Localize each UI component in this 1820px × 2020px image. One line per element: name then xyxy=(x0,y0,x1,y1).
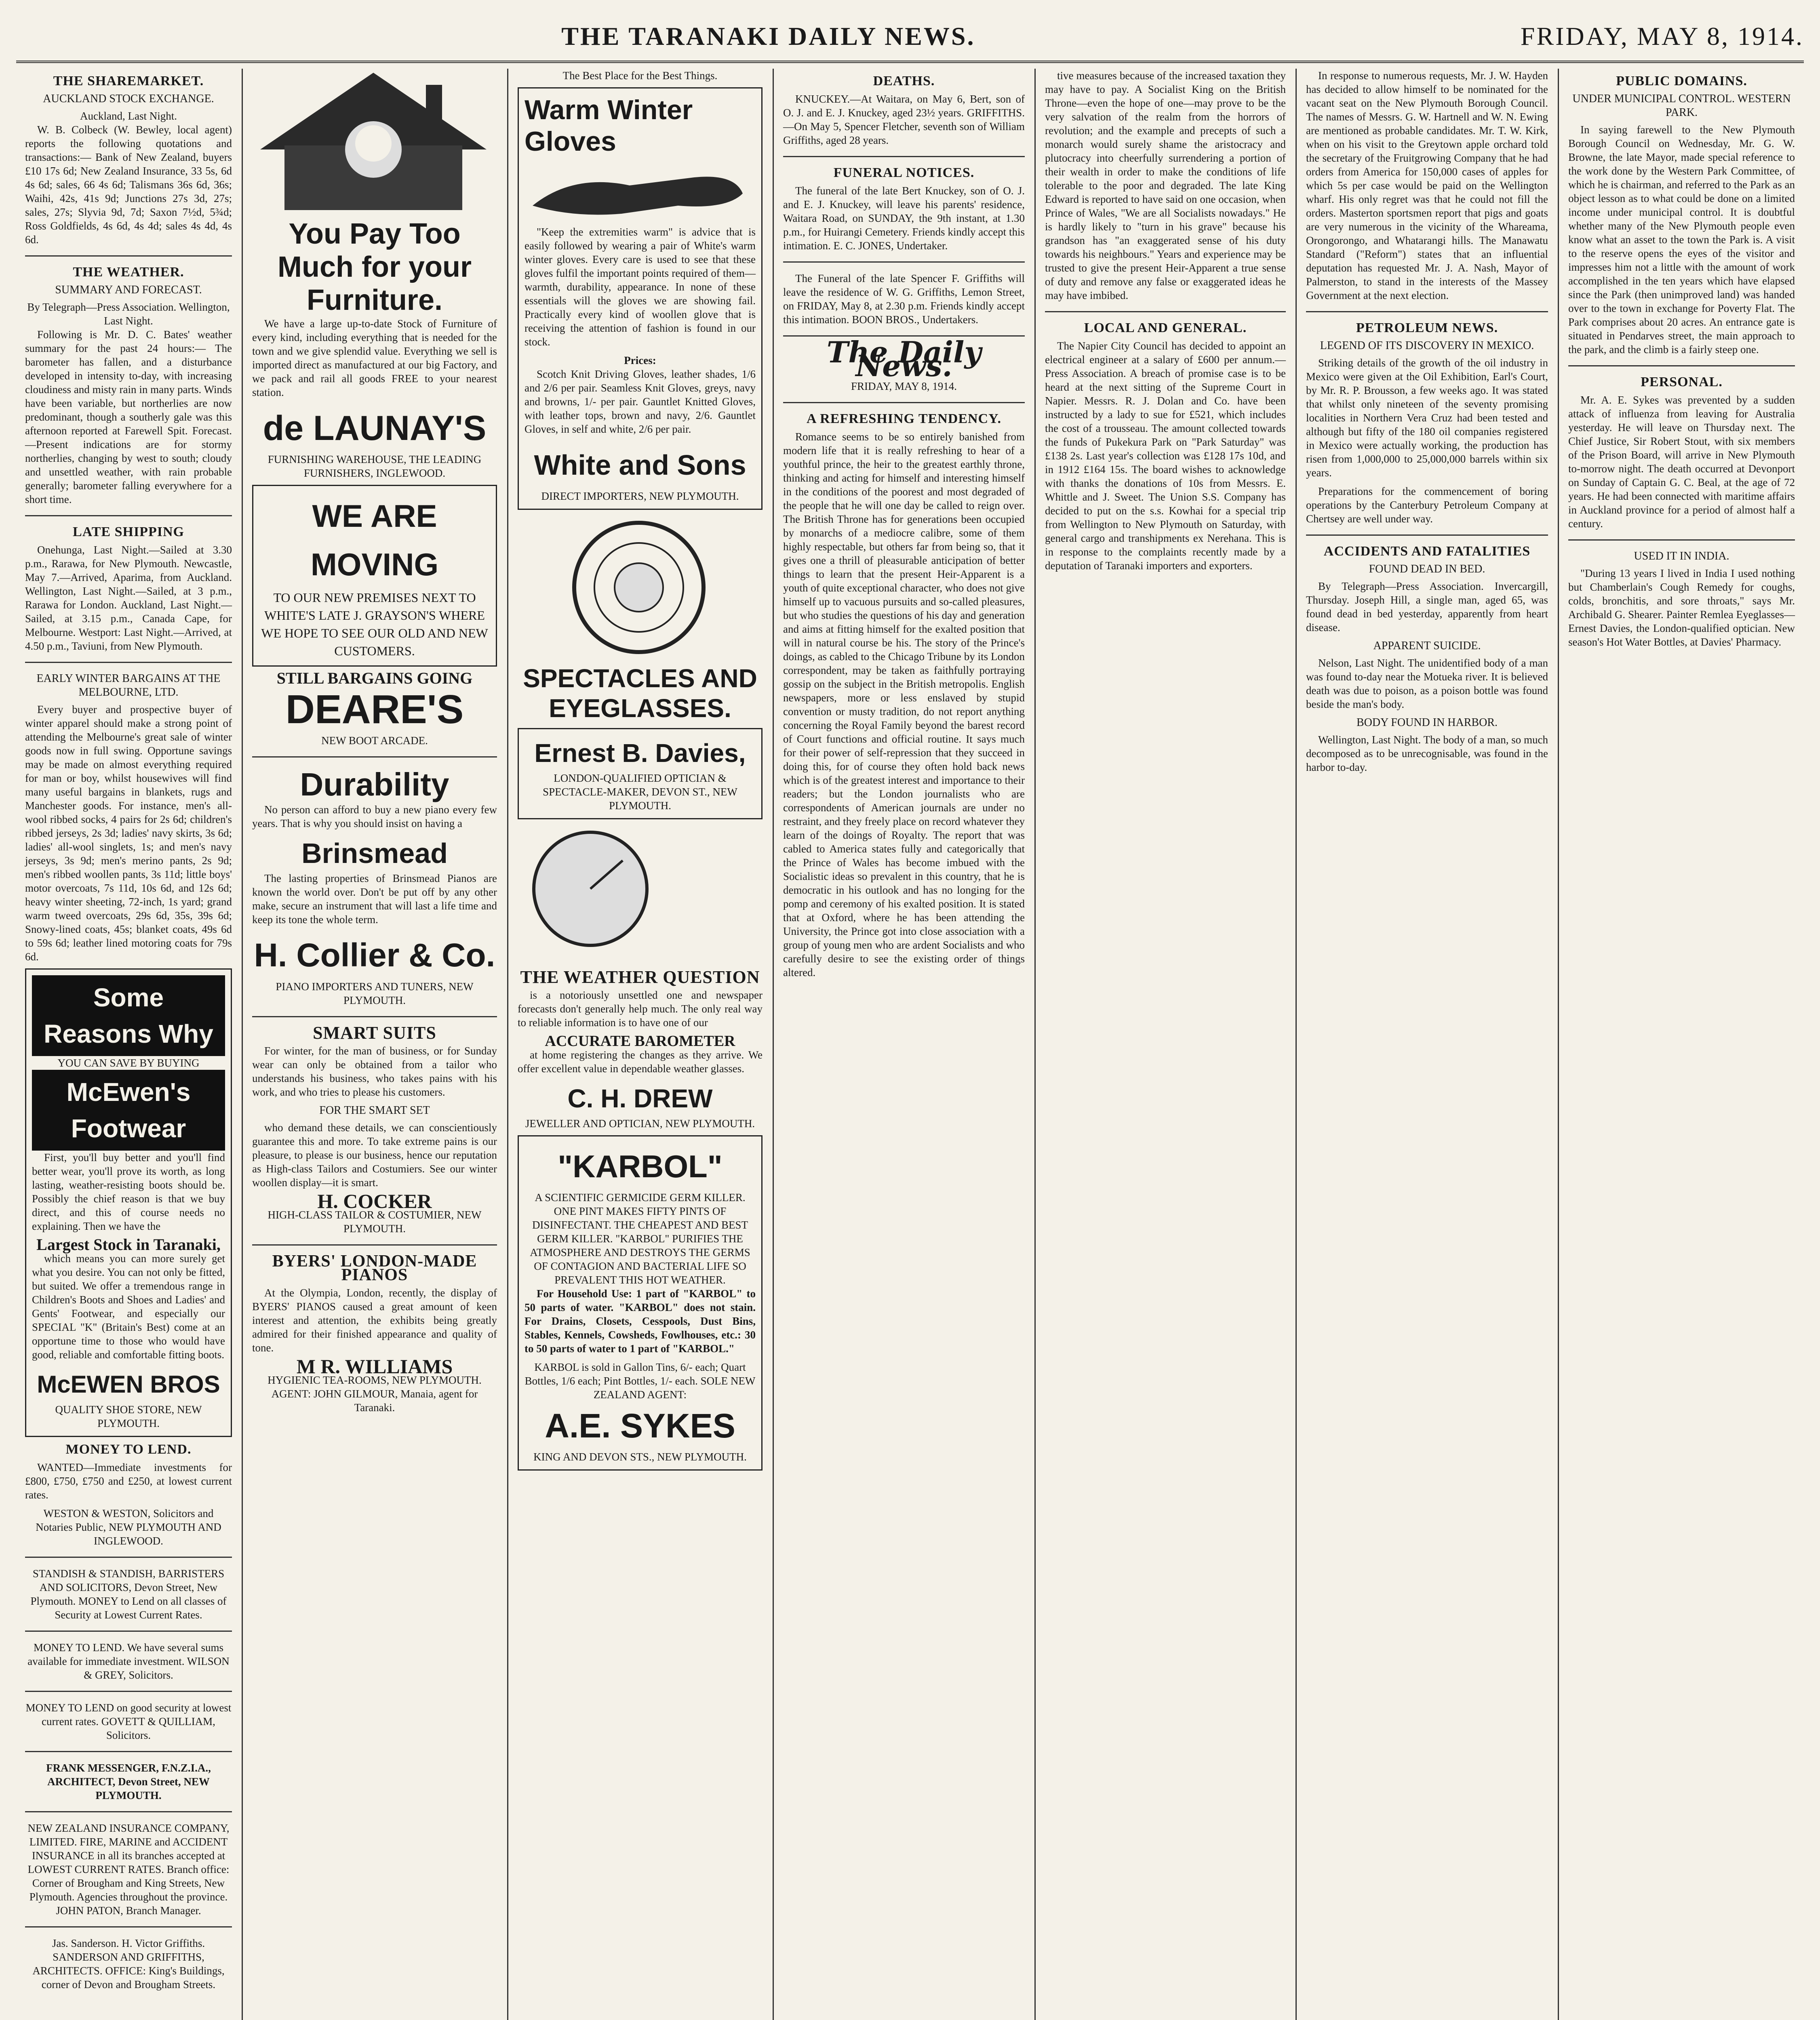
brinsmead-heading: Brinsmead xyxy=(301,837,448,869)
durability-text: No person can afford to buy a new piano every few years. That is why you should insist on having a xyxy=(252,804,497,829)
messenger-advert: FRANK MESSENGER, F.N.Z.I.A., ARCHITECT, Devon Street, NEW PLYMOUTH. xyxy=(46,1762,211,1801)
petroleum-subheading: LEGEND OF ITS DISCOVERY IN MEXICO. xyxy=(1320,339,1534,352)
white-sons-sub: DIRECT IMPORTERS, NEW PLYMOUTH. xyxy=(541,490,739,502)
divider xyxy=(25,1751,232,1752)
editorial-text: Romance seems to be so entirely banished from modern life that it is really refreshing to hear of a youthful prince, the heir to the greatest earthly throne, thinking and acting for himself and interesting himself in the conditions of the poorest and most degraded of the people that he will one day be called to reign over. The British Throne has for generations been occupied by monarchs of a mediocre calibre, some of them highly respectable, but others far from being so, that it gives one a thrill of pleasurable anticipation of better things to learn that the present Heir-Apparent is a youth of quite exceptional character, who does not give himself up to vacuous pursuits and so-called pleasures, but who studies the questions of his day and generation and aims at fitting himself for the exalted position that will in natural course be his. The story of the Prince's doings, as cabled to the Chicago Tribune by its London correspondent, may be taken as faithfully portraying gossip on the subject in the British metropolis. English newspapers, more or less enslaved by stupid convention or musty tradition, do not report anything concerning the Royal Family beyond the barest record of Court functions and official routine. It says much for their power of self-repression that they succeed in doing this, for of course they often hold back news which is of the greatest interest and importance to their readers; but the London journalists who are correspondents of American journals are under no restraint, and they freely place on record whatever they learn of the doings of Royalty. The report that was cabled to America states fully and categorically that the Prince of Wales has become imbued with the Socialistic ideas so prevalent in this country, that he is democratic in his outlook and has no longing for the pomp and ceremony of his exalted position. It is stated that at Oxford, where he has been attending the University, the Prince got into close association with a group of young men who are ardent Socialists and who carefully desire to see the existing order of things altered. xyxy=(783,431,1025,978)
weather-question-text: is a notoriously unsettled one and newspaper forecasts don't generally help much. The only real way to reliable information is to have one of our xyxy=(518,989,763,1029)
column-1 xyxy=(16,69,241,2020)
sharemarket-heading: THE SHAREMARKET. xyxy=(53,74,204,88)
white-sons-heading: White and Sons xyxy=(534,449,746,481)
local-general-continued: In response to numerous requests, Mr. J. W. Hayden has decided to allow himself to be nominated for the vacant seat on the New Plymouth Borough Council. The names of Messrs. G. W. Hartnell and W. N. Ewing are mentioned as probable candidates. Mr. T. W. Kirk, when on his visit to the Greytown apple orchard told the secretary of the Fruitgrowing Company that he had orders from America for 150,000 cases of apples for which 5s per case would be paid on the Wellington wharf. His only regret was that he could not fill the orders. Masterton sportsmen report that pigs and goats are very numerous in the vicinity of the Whareama, Orongorongo, and Whatarangi hills. The Manawatu Standard ("Reform") states that an influential deputation has requested Mr. J. A. Nash, Mayor of Palmerston, to stand in the interests of the Massey Government at the next election. xyxy=(1306,69,1548,301)
india-text: "During 13 years I lived in India I used nothing but Chamberlain's Cough Remedy for coughs, colds, bronchitis, and sore throats," says Mr. Archibald G. Shearer. Painter Remlea Eyeglasses—Ernest Davies, the London-qualified optician. New season's Hot Water Bottles, at Davies' Pharmacy. xyxy=(1568,567,1795,648)
durability-heading: Durability xyxy=(300,766,449,802)
karbol-advert xyxy=(518,1135,763,1471)
furniture-text: We have a large up-to-date Stock of Furniture of every kind, including everything that is needed for the town and we give splendid value. Everything we sell is imported direct as manufactured at our big Factory, and we pack and rail all goods FREE to your nearest station. xyxy=(252,318,497,398)
warm-gloves-heading: Warm Winter Gloves xyxy=(525,95,693,157)
byers-heading: BYERS' LONDON-MADE PIANOS xyxy=(272,1252,477,1284)
divider xyxy=(783,402,1025,403)
divider xyxy=(25,255,232,257)
barometer-illustration xyxy=(518,824,760,962)
barometer-text: at home registering the changes as they arrive. We offer excellent value in dependable weather glasses. xyxy=(518,1049,763,1075)
suicide-text: Nelson, Last Night. The unidentified body of a man was found to-day near the Motueka river. It is believed death was due to poison, as a poison bottle was found beside the man's body. xyxy=(1306,657,1548,710)
funeral-text-2: The Funeral of the late Spencer F. Griffiths will leave the residence of W. G. Griffiths, Lemon Street, on FRIDAY, May 8, at 2.30 p.m. Friends kindly accept this intimation. BOON BROS., Undertakers. xyxy=(783,272,1025,326)
cocker-sub: HIGH-CLASS TAILOR & COSTUMIER, NEW PLYMOUTH. xyxy=(268,1209,482,1235)
harbour-text: Wellington, Last Night. The body of a man, so much decomposed as to be unrecognisable, was found in the harbor to-day. xyxy=(1306,734,1548,773)
mcewen-footer: QUALITY SHOE STORE, NEW PLYMOUTH. xyxy=(55,1403,202,1429)
divider xyxy=(252,756,497,758)
gilmour-agent: AGENT: JOHN GILMOUR, Manaia, agent for Taranaki. xyxy=(271,1388,478,1414)
editorial-date: FRIDAY, MAY 8, 1914. xyxy=(851,380,957,392)
divider xyxy=(1568,365,1795,366)
newspaper-nameplate: The Daily News. xyxy=(826,335,982,383)
collier-heading: H. Collier & Co. xyxy=(254,937,495,974)
public-domains-subheading: UNDER MUNICIPAL CONTROL. WESTERN PARK. xyxy=(1572,93,1791,119)
divider xyxy=(252,1244,497,1246)
masthead xyxy=(16,12,1804,63)
weston-advert: WESTON & WESTON, Solicitors and Notaries Public, NEW PLYMOUTH AND INGLEWOOD. xyxy=(36,1507,221,1547)
money-heading: MONEY TO LEND. xyxy=(65,1442,192,1457)
column-rule xyxy=(1558,69,1559,2020)
deares-heading: DEARE'S xyxy=(285,687,464,732)
williams-sub: HYGIENIC TEA-ROOMS, NEW PLYMOUTH. xyxy=(268,1374,482,1386)
smart-suits-heading: SMART SUITS xyxy=(313,1023,436,1043)
divider xyxy=(1306,311,1548,312)
moving-heading: WE ARE MOVING xyxy=(310,498,439,582)
masthead-title: THE TARANAKI DAILY NEWS. xyxy=(561,22,975,50)
house-illustration xyxy=(252,69,495,214)
barometer-heading: ACCURATE BAROMETER xyxy=(545,1033,735,1050)
gloves-advert xyxy=(518,87,763,510)
karbol-sold: KARBOL is sold in Gallon Tins, 6/- each; Quart Bottles, 1/6 each; Pint Bottles, 1/- each. SOLE NEW ZEALAND AGENT: xyxy=(525,1361,756,1401)
sharemarket-text: W. B. Colbeck (W. Bewley, local agent) reports the following quotations and transactions:— Bank of New Zealand, buyers £10 17s 6d; New Zealand Insurance, 33 5s, 6d 4s 6d; sales, 66 4s 6d; Talismans 36s 6d, 36s; Waihi, 42s, 41s 9d; Junctions 27s 3d, 27s; sales, 27s; Slyvia 9d, 7d; Saxon 7½d, 5¾d; Ross Goldfields, 4s 6d, 4s 4d; sales 4s 4d, 4s 6d. xyxy=(25,124,232,246)
shipping-heading: LATE SHIPPING xyxy=(73,524,184,539)
column-rule xyxy=(507,69,508,2020)
delaunay-heading: de LAUNAY'S xyxy=(263,409,487,448)
collier-sub: PIANO IMPORTERS AND TUNERS, NEW PLYMOUTH. xyxy=(276,981,474,1006)
divider xyxy=(25,1631,232,1632)
gloves-text: "Keep the extremities warm" is advice that is easily followed by wearing a pair of White's warm winter gloves. Every care is used to see that these gloves fulfil the important points required of them—warmth, durability, appearance. In none of these essentials will the gloves we are showing fail. Practically every kind of woollen glove that is receiving the attention of fashion is found in our stock. xyxy=(525,226,756,348)
funeral-heading: FUNERAL NOTICES. xyxy=(833,165,975,180)
still-bargains: STILL BARGAINS GOING xyxy=(276,669,473,687)
divider xyxy=(25,1691,232,1692)
wilson-grey-advert: MONEY TO LEND. We have several sums available for immediate investment. WILSON & GREY, Solicitors. xyxy=(27,1641,230,1681)
moving-text: TO OUR NEW PREMISES NEXT TO WHITE'S LATE J. GRAYSON'S WHERE WE HOPE TO SEE OUR OLD AND NEW CUSTOMERS. xyxy=(261,590,488,658)
suicide-heading: APPARENT SUICIDE. xyxy=(1373,640,1481,652)
reasons-sub: YOU CAN SAVE BY BUYING xyxy=(57,1057,200,1069)
mcewen-advert xyxy=(25,968,232,1437)
drew-heading: C. H. DREW xyxy=(567,1084,713,1113)
mcewen-text: First, you'll buy better and you'll find better wear, you'll prove its worth, as long lasting, weather-resisting boots should be. Possibly the chief reason is that we buy direct, and this of course needs no explaining. Then we have the xyxy=(32,1151,225,1232)
sharemarket-dateline: Auckland, Last Night. xyxy=(80,110,177,122)
shipping-text: Onehunga, Last Night.—Sailed at 3.30 p.m., Rarawa, for New Plymouth. Newcastle, May 7.—Arrived, Aparima, from Auckland. Wellington, Last Night.—Sailed, at 3 p.m., Rarawa for London. Auckland, Last Night.—Sailed, at 3.15 p.m., Canada Cape, for Melbourne. Westport: Last Night.—Arrived, at 4.50 p.m., Taviuni, from New Plymouth. xyxy=(25,544,232,652)
india-heading: USED IT IN INDIA. xyxy=(1634,550,1729,562)
bargains-heading: EARLY WINTER BARGAINS AT THE MELBOURNE, LTD. xyxy=(36,672,221,699)
weather-question-heading: THE WEATHER QUESTION xyxy=(520,967,760,987)
mcewen-bros: McEWEN BROS xyxy=(37,1371,220,1398)
karbol-heading: "KARBOL" xyxy=(558,1149,723,1184)
personal-heading: PERSONAL. xyxy=(1641,375,1723,389)
sykes-heading: A.E. SYKES xyxy=(545,1407,735,1445)
mcewen-heading: McEwen's Footwear xyxy=(32,1070,225,1151)
column-5 xyxy=(1036,69,1295,2020)
divider xyxy=(252,1016,497,1017)
weather-heading: THE WEATHER. xyxy=(73,265,184,280)
mcewen-text-2: which means you can more surely get what you desire. You can not only be fitted, but suited. We offer a tremendous range in Children's Boots and Shoes and Ladies' and Gents' Footwear, and especially our SPECIAL "K" (Britain's Best) come at an opportune time to those who would have good, reliable and comfortable fitting boots. xyxy=(32,1252,225,1361)
column-6 xyxy=(1297,69,1557,2020)
davies-sub: LONDON-QUALIFIED OPTICIAN & SPECTACLE-MAKER, DEVON ST., NEW PLYMOUTH. xyxy=(543,772,737,812)
divider xyxy=(25,1811,232,1812)
divider xyxy=(783,261,1025,263)
best-place: The Best Place for the Best Things. xyxy=(562,69,718,82)
smart-suits-text: For winter, for the man of business, or for Sunday wear can only be obtained from a tailor who understands his business, who takes pains with his work, and who tries to please his customers. xyxy=(252,1045,497,1098)
local-general-heading: LOCAL AND GENERAL. xyxy=(1084,320,1247,335)
funeral-text: The funeral of the late Bert Knuckey, son of O. J. and E. J. Knuckey, will leave his parents' residence, Waitara Road, on SUNDAY, the 9th instant, at 1.30 p.m., for Huirangi Cemetery. Friends kindly accept this intimation. E. C. JONES, Undertaker. xyxy=(783,185,1025,252)
column-2 xyxy=(243,69,506,2020)
karbol-text: A SCIENTIFIC GERMICIDE GERM KILLER. ONE PINT MAKES FIFTY PINTS OF DISINFECTANT. THE CHEAPEST AND BEST GERM KILLER. "KARBOL" PURIFIES THE ATMOSPHERE AND DESTROYS THE GERMS OF CONTAGION AND BACTERIAL LIFE SO PREVALENT THIS HOT WEATHER. xyxy=(530,1191,750,1286)
bargains-text: Every buyer and prospective buyer of winter apparel should make a strong point of attending the Melbourne's great sale of winter goods now in full swing. Opportune savings may be made on almost everything required for man or boy, whilst housewives will find many useful bargains in blankets, rugs and Manchester goods. For instance, men's all-wool ribbed socks, 4 pairs for 2s 6d; children's ribbed jerseys, 2s 3d; ladies' navy skirts, 3s 6d; ladies' all-wool singlets, 1s; and men's navy jerseys, 3s 9d; men's merino pants, 2s 9d; men's ribbed woollen pants, 3s 11d; little boys' motor overcoats, 7s 11d, 10s 6d, and 12s 6d; heavy winter sheeting, 72-inch, 1s yard; grand warm tweed overcoats, 29s 6d, 35s, 39s 6d; Snowy-lined coats, 45s; blanket coats, 49s 6d to 59s 6d; leather lined motoring coats for 79s 6d. xyxy=(25,703,232,963)
divider xyxy=(25,1557,232,1558)
weather-text: Following is Mr. D. C. Bates' weather summary for the past 24 hours:— The barometer has fallen, and a disturbance developed in intensity to-day, with increasing cloudiness and misty rain in many parts. Winds have been variable, but northerlies are now predominant, though a southerly gale was this afternoon reported at Farewell Spit. Forecast.—Present indications are for stormy northerlies, changing by west to south; cloudy and unsettled weather, with rain probable generally; barometer falling everywhere for a short time. xyxy=(25,328,232,505)
byers-text: At the Olympia, London, recently, the display of BYERS' PIANOS caused a great amount of keen interest and attention, the exhibits being greatly admired for their finished appearance and quality of tone. xyxy=(252,1287,497,1354)
govett-advert: MONEY TO LEND on good security at lowest current rates. GOVETT & QUILLIAM, Solicitors. xyxy=(25,1702,232,1741)
editorial-heading: A REFRESHING TENDENCY. xyxy=(806,411,1002,426)
glove-illustration xyxy=(525,157,751,222)
harbour-heading: BODY FOUND IN HARBOR. xyxy=(1357,716,1498,729)
column-rule xyxy=(1295,69,1297,2020)
column-7 xyxy=(1559,69,1804,2020)
found-dead-heading: FOUND DEAD IN BED. xyxy=(1369,563,1485,575)
smart-set-text: who demand these details, we can conscientiously guarantee this and more. To take extreme pains is our pleasure, to please is our business, hence our reputation as High-class Tailors and Costumiers. See our winter woollen display—it is smart. xyxy=(252,1122,497,1189)
deaths-heading: DEATHS. xyxy=(873,74,935,88)
weather-byline: By Telegraph—Press Association. Wellington, Last Night. xyxy=(27,301,230,327)
public-domains-text: In saying farewell to the New Plymouth Borough Council on Wednesday, Mr. G. W. Browne, the late Mayor, made special reference to the work done by the Western Park Committee, of which he is chairman, and referred to the Park as an object lesson as to what could be done on a limited income under municipal control. It is doubtful whether many of the New Plymouth people even know what an asset to the town the Park is. A visit to the reserve opens the eyes of the visitor and impresses him not a little with the amount of work accomplished in the ten years which have elapsed since the Park (then unimproved land) was handed over to the town in exchange for Poverty Flat. The Park comprises about 20 acres. An entrance gate is situated in Pendarves street, the main approach to the park, and the climb is a fairly steep one. xyxy=(1568,124,1795,356)
drew-sub: JEWELLER AND OPTICIAN, NEW PLYMOUTH. xyxy=(525,1117,755,1130)
optician-seal-icon xyxy=(518,515,760,660)
architects-advert: Jas. Sanderson. H. Victor Griffiths. SANDERSON AND GRIFFITHS, ARCHITECTS. OFFICE: King's Buildings, corner of Devon and Brougham Streets. xyxy=(32,1937,225,1991)
davies-advert xyxy=(518,728,763,819)
furniture-heading: You Pay Too Much for your Furniture. xyxy=(278,218,472,316)
deaths-text: KNUCKEY.—At Waitara, on May 6, Bert, son of O. J. and E. J. Knuckey, aged 23½ years. GRIFFITHS.—On May 5, Spencer Fletcher, seventh son of William Griffiths, aged 28 years. xyxy=(783,93,1025,146)
prices-text: Scotch Knit Driving Gloves, leather shades, 1/6 and 2/6 per pair. Seamless Knit Gloves, greys, navy and browns, 1/- per pair. Gauntlet Knitted Gloves, with leather tops, brown and navy, 2/6. Gauntlet Gloves, in self and white, 2/6 per pair. xyxy=(525,368,756,435)
prices-heading: Prices: xyxy=(624,354,656,366)
karbol-household: For Household Use: 1 part of "KARBOL" to 50 parts of water. "KARBOL" does not stain. For Drains, Closets, Cesspools, Dust Bins, Stables, Kennels, Cowsheds, Fowlhouses, etc.: 30 to 50 parts of water to 1 part of "KARBOL." xyxy=(525,1288,756,1355)
deares-sub: NEW BOOT ARCADE. xyxy=(321,734,428,747)
accidents-heading: ACCIDENTS AND FATALITIES xyxy=(1323,544,1531,559)
reasons-heading: Some Reasons Why xyxy=(32,975,225,1056)
cocker-heading: H. COCKER xyxy=(317,1190,432,1212)
spectacles-heading: SPECTACLES AND EYEGLASSES. xyxy=(523,664,757,723)
divider xyxy=(1306,534,1548,536)
editorial-continued: tive measures because of the increased taxation they may have to pay. A Socialist King on the British Throne—even the hope of one—may prove to be the very salvation of the realm from the horrors of revolution; and the example and precepts of such a monarch would surely shame the aristocracy and plutocracy into cheerfully surrendering a portion of their wealth in order to make the conditions of life tolerable to the poor and degraded. The late King Edward is reported to have said on one occasion, when Prince of Wales, "We are all Socialists nowadays." He is hardly likely to "turn in his grave" because his grandson has "an exaggerated sense of his duty towards his neighbours." Years and experience may be trusted to give the present Heir-Apparent a true sense of duty and remove any false or exaggerated ideas he may have imbibed. xyxy=(1045,69,1286,301)
divider xyxy=(25,515,232,516)
divider xyxy=(25,662,232,663)
sykes-sub: KING AND DEVON STS., NEW PLYMOUTH. xyxy=(533,1451,747,1463)
divider xyxy=(1045,311,1286,312)
personal-text: Mr. A. E. Sykes was prevented by a sudden attack of influenza from leaving for Australia yesterday. He will leave on Thursday next. The Chief Justice, Sir Robert Stout, with six members of the Prison Board, will arrive in New Plymouth to-morrow night. The death occurred at Devonport on Sunday of Captain G. C. Beal, at the age of 72 years. He had been connected with maritime affairs in Auckland province for a period of almost half a century. xyxy=(1568,394,1795,530)
divider xyxy=(25,1926,232,1927)
found-dead-text: By Telegraph—Press Association. Invercargill, Thursday. Joseph Hill, a single man, aged 65, was found dead in bed yesterday, apparently from heart disease. xyxy=(1306,580,1548,633)
brinsmead-text: The lasting properties of Brinsmead Pianos are known the world over. Don't be put off by any other make, secure an instrument that will last a life time and keep its tone the whole term. xyxy=(252,872,497,926)
delaunay-sub: FURNISHING WAREHOUSE, THE LEADING FURNISHERS, INGLEWOOD. xyxy=(268,453,482,479)
column-rule xyxy=(242,69,243,2020)
divider xyxy=(783,156,1025,157)
money-text: WANTED—Immediate investments for £800, £750, £750 and £250, at lowest current rates. xyxy=(25,1461,232,1501)
petroleum-text: Striking details of the growth of the oil industry in Mexico were given at the Oil Exhibition, Earl's Court, by Mr. R. P. Brousson, a few weeks ago. It was stated that whilst only nineteen of the seventy promising localities in Northern Vera Cruz had been tested and although but fifty of the 180 oil companies registered in Mexico were actually working, the production has risen from 1,000,000 to 25,000,000 barrels within six years. xyxy=(1306,357,1548,479)
mcewen-largest: Largest Stock in Taranaki, xyxy=(36,1235,221,1254)
davies-heading: Ernest B. Davies, xyxy=(534,739,746,768)
sharemarket-subheading: AUCKLAND STOCK EXCHANGE. xyxy=(43,93,214,105)
williams-heading: M R. WILLIAMS xyxy=(296,1355,453,1378)
petroleum-heading: PETROLEUM NEWS. xyxy=(1356,320,1498,335)
column-rule xyxy=(1034,69,1036,2020)
standish-advert: STANDISH & STANDISH, BARRISTERS AND SOLICITORS, Devon Street, New Plymouth. MONEY to Lend on all classes of Security at Lowest Current Rates. xyxy=(30,1568,227,1621)
masthead-date: FRIDAY, MAY 8, 1914. xyxy=(1520,22,1804,50)
divider xyxy=(1568,539,1795,541)
nzi-advert: NEW ZEALAND INSURANCE COMPANY, LIMITED. FIRE, MARINE and ACCIDENT INSURANCE in all its branches accepted at LOWEST CURRENT RATES. Branch office: Corner of Brougham and King Streets, New Plymouth. Agencies throughout the province. JOHN PATON, Branch Manager. xyxy=(27,1822,230,1917)
weather-subheading: SUMMARY AND FORECAST. xyxy=(55,284,202,296)
public-domains-heading: PUBLIC DOMAINS. xyxy=(1616,74,1747,88)
petroleum-prep-text: Preparations for the commencement of boring operations by the Canterbury Petroleum Company at Chertsey are well under way. xyxy=(1306,485,1548,525)
moving-advert xyxy=(252,485,497,667)
column-rule xyxy=(773,69,774,2020)
smart-set-heading: FOR THE SMART SET xyxy=(319,1104,430,1117)
column-3 xyxy=(509,69,771,2020)
local-general-text: The Napier City Council has decided to appoint an electrical engineer at a salary of £600 per annum.—Press Association. A breach of promise case is to be heard at the next sitting of the Supreme Court in Napier. Messrs. R. J. Dolan and Co. have been instructed by a lady to sue for £521, which includes the cost of a trousseau. The amount collected towards the funds of Pukekura Park on "Park Saturday" was £138 2s. Last year's collection was £128 17s 10d, and in 1912 £164 15s. The board wishes to acknowledge with thanks the donations of 10s from Messrs. E. Whittle and J. Sweet. The Union S.S. Company has decided to put on the s.s. Kowhai for a special trip from Wellington to New Plymouth on Saturday, with general cargo and transhipments ex Nerehana. This is in response to the complaints recently made by a deputation of Taranaki importers and exporters. xyxy=(1045,340,1286,572)
column-4 xyxy=(774,69,1034,2020)
